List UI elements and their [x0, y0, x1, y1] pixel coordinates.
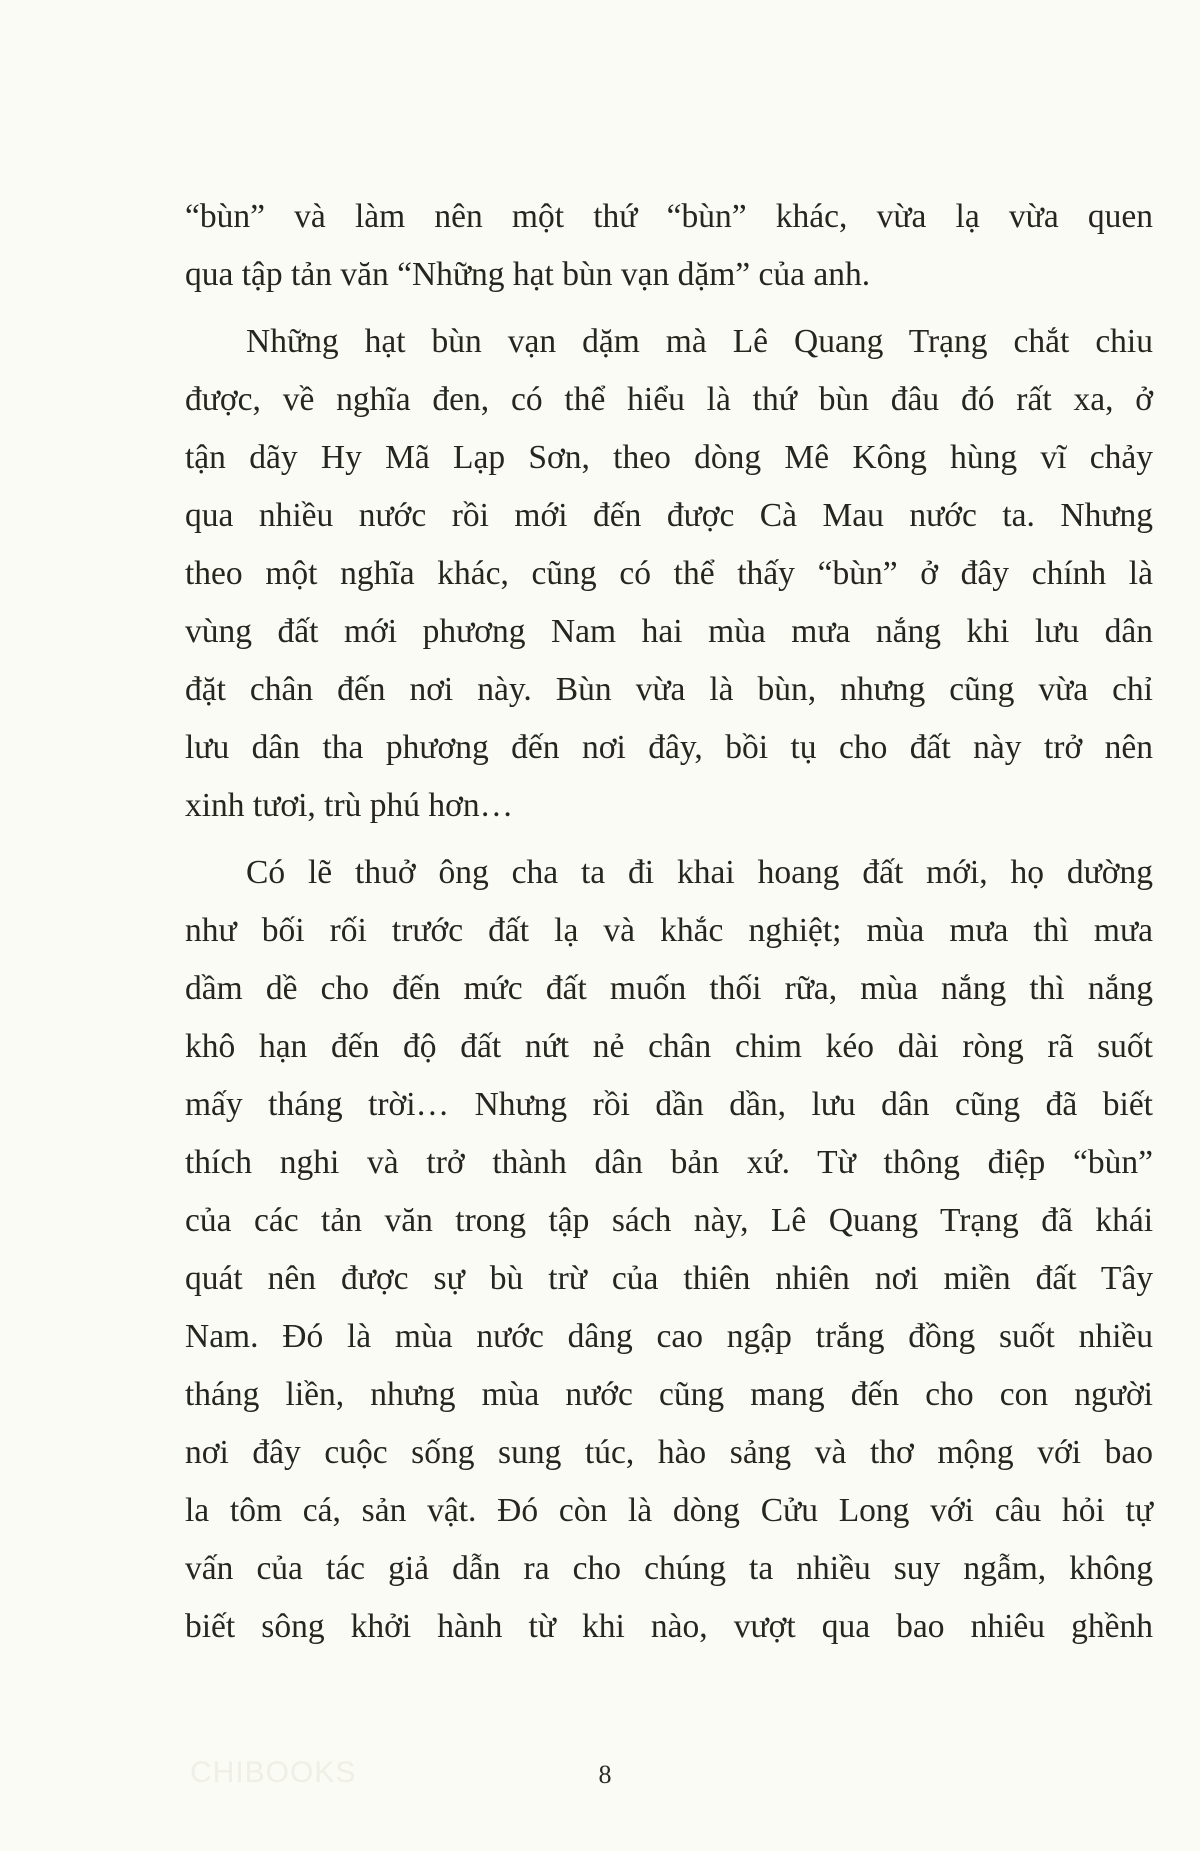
text-line: xinh tươi, trù phú hơn… [185, 787, 514, 824]
text-line: mấy tháng trời… Nhưng rồi dần dần, lưu dân cũng đã biết [185, 1086, 1153, 1123]
text-line: vùng đất mới phương Nam hai mùa mưa nắng khi lưu dân [185, 613, 1153, 650]
text-line: quát nên được sự bù trừ của thiên nhiên nơi miền đất Tây [185, 1260, 1153, 1297]
text-line: của các tản văn trong tập sách này, Lê Quang Trạng đã khái [185, 1202, 1153, 1239]
text-line: lưu dân tha phương đến nơi đây, bồi tụ cho đất này trở nên [185, 729, 1153, 766]
text-line: Những hạt bùn vạn dặm mà Lê Quang Trạng chắt chiu [246, 323, 1153, 360]
text-line: biết sông khởi hành từ khi nào, vượt qua bao nhiêu ghềnh [185, 1608, 1153, 1645]
paragraph [185, 844, 1153, 1656]
text-line: khô hạn đến độ đất nứt nẻ chân chim kéo dài ròng rã suốt [185, 1028, 1153, 1065]
text-line: như bối rối trước đất lạ và khắc nghiệt; mùa mưa thì mưa [185, 912, 1153, 949]
text-line: nơi đây cuộc sống sung túc, hào sảng và thơ mộng với bao [185, 1434, 1153, 1471]
text-line: tận dãy Hy Mã Lạp Sơn, theo dòng Mê Kông hùng vĩ chảy [185, 439, 1153, 476]
text-line: la tôm cá, sản vật. Đó còn là dòng Cửu Long với câu hỏi tự [185, 1492, 1153, 1529]
text-line: đặt chân đến nơi này. Bùn vừa là bùn, nhưng cũng vừa chỉ [185, 671, 1153, 708]
publisher-watermark: CHIBOOKS [190, 1756, 357, 1789]
text-line: vấn của tác giả dẫn ra cho chúng ta nhiều suy ngẫm, không [185, 1550, 1153, 1587]
text-line: Nam. Đó là mùa nước dâng cao ngập trắng đồng suốt nhiều [185, 1318, 1153, 1355]
paragraph [185, 313, 1153, 835]
text-line: dầm dề cho đến mức đất muốn thối rữa, mùa nắng thì nắng [185, 970, 1153, 1007]
text-line: thích nghi và trở thành dân bản xứ. Từ thông điệp “bùn” [185, 1144, 1153, 1181]
text-line: theo một nghĩa khác, cũng có thể thấy “bùn” ở đây chính là [185, 555, 1153, 592]
text-line: Có lẽ thuở ông cha ta đi khai hoang đất mới, họ dường [246, 854, 1153, 891]
body-text [185, 188, 1153, 1656]
paragraph [185, 188, 1153, 304]
text-line: tháng liền, nhưng mùa nước cũng mang đến cho con người [185, 1376, 1153, 1413]
text-line: “bùn” và làm nên một thứ “bùn” khác, vừa lạ vừa quen [185, 198, 1153, 235]
text-line: qua tập tản văn “Những hạt bùn vạn dặm” của anh. [185, 256, 871, 293]
text-line: qua nhiều nước rồi mới đến được Cà Mau nước ta. Nhưng [185, 497, 1153, 534]
page-number: 8 [598, 1760, 612, 1789]
text-line: được, về nghĩa đen, có thể hiểu là thứ bùn đâu đó rất xa, ở [185, 381, 1153, 418]
